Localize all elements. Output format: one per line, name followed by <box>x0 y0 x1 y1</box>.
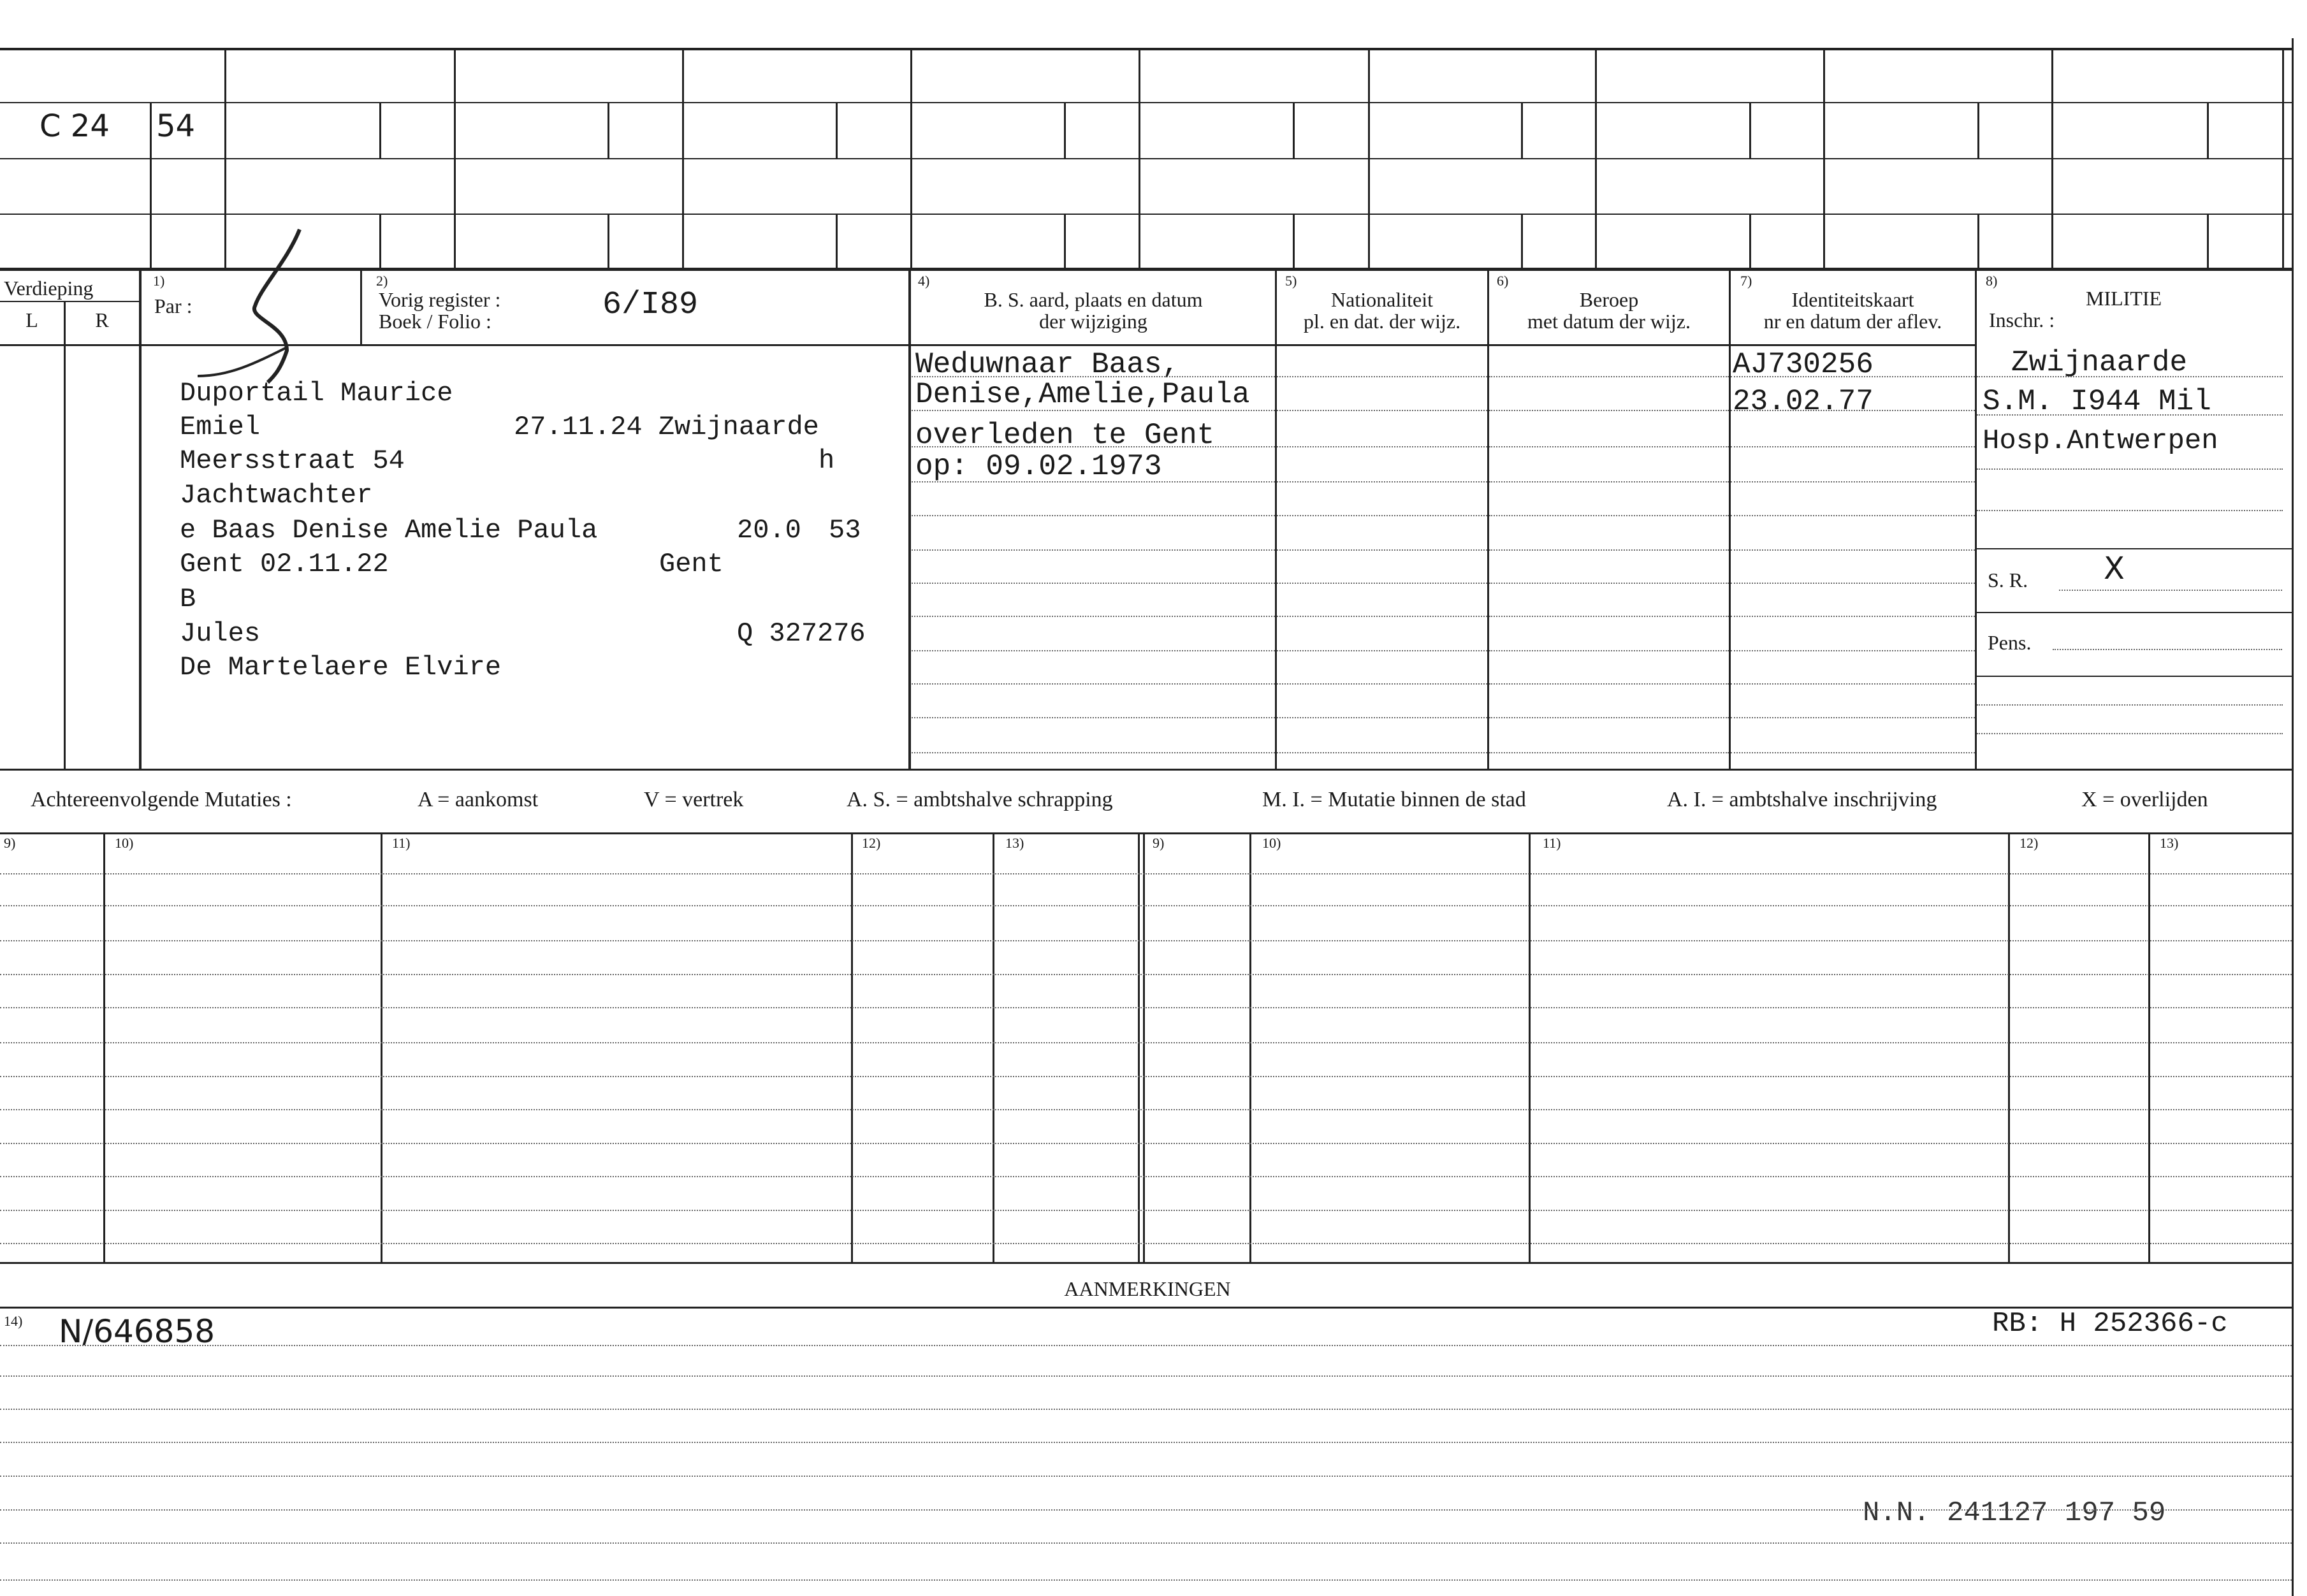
head-num-6: 6) <box>1497 273 1509 289</box>
militie-line-1: Zwijnaarde <box>2011 346 2188 379</box>
person-birth: 27.11.24 Zwijnaarde <box>514 412 819 442</box>
legend-overlijden: X = overlijden <box>2081 788 2208 811</box>
col-lr-split <box>64 301 66 769</box>
mut-num-12: 12) <box>862 835 881 851</box>
militie-line-3: Hosp.Antwerpen <box>1983 425 2218 457</box>
top-vline <box>1368 48 1370 268</box>
top-vline-minor <box>1064 214 1066 268</box>
par-label: Par : <box>154 294 193 317</box>
top-vline-minor <box>1064 102 1066 158</box>
mut-num-12b: 12) <box>2020 835 2039 851</box>
mut-num-11: 11) <box>392 835 411 851</box>
top-vline-minor <box>379 102 381 158</box>
top-vline-minor <box>1977 102 1979 158</box>
person-line-7: B <box>180 584 196 614</box>
top-vline <box>2051 48 2053 268</box>
mut-num-13: 13) <box>1005 835 1024 851</box>
mut-num-10: 10) <box>115 835 134 851</box>
head-num-1: 1) <box>153 273 165 289</box>
top-vline <box>1823 48 1825 268</box>
person-block-bottom <box>0 769 2292 771</box>
head-num-4: 4) <box>918 273 930 289</box>
mut-col-double <box>1143 832 1145 1263</box>
head-top-border <box>0 268 2292 271</box>
top-vline-minor <box>1749 102 1751 158</box>
head-divider-lr <box>0 301 140 302</box>
militie-header: MILITIE <box>2086 287 2162 310</box>
nat-header-1: Nationaliteit <box>1331 288 1433 311</box>
aanmerkingen-title: AANMERKINGEN <box>1064 1277 1231 1300</box>
verdieping-label: Verdieping <box>4 277 94 300</box>
aanmerkingen-num: 14) <box>4 1313 23 1329</box>
mut-num-10b: 10) <box>1262 835 1281 851</box>
col-par-right <box>360 269 362 345</box>
top-vline <box>682 48 684 268</box>
beroep-header-1: Beroep <box>1579 288 1639 311</box>
col-R-label: R <box>95 308 109 331</box>
wijziging-line-2: Denise,Amelie,Paula <box>915 378 1250 411</box>
person-h: h <box>819 446 835 476</box>
mut-num-11b: 11) <box>1543 835 1561 851</box>
person-profession: Jachtwachter <box>180 480 373 511</box>
person-code: Q 327276 <box>737 618 866 649</box>
identity-number: AJ730256 <box>1733 348 1874 381</box>
top-vline-minor <box>1749 214 1751 268</box>
id-header-2: nr en datum der aflev. <box>1763 310 1942 333</box>
top-vline <box>1595 48 1597 268</box>
mutaties-title: Achtereenvolgende Mutaties : <box>31 788 292 811</box>
col-register-right <box>908 269 911 769</box>
person-line-2-name: Emiel <box>180 412 261 442</box>
legend-schrapping: A. S. = ambtshalve schrapping <box>847 788 1113 811</box>
register-value: 6/I89 <box>602 287 699 323</box>
boek-folio-label: Boek / Folio : <box>379 310 491 333</box>
mut-col-double <box>1138 832 1140 1263</box>
code-prefix: C 24 <box>40 108 110 144</box>
mut-col <box>851 832 853 1263</box>
identity-date: 23.02.77 <box>1733 385 1874 418</box>
head-num-8: 8) <box>1986 273 1998 289</box>
bs-header-1: B. S. aard, plaats en datum <box>984 288 1203 311</box>
top-vline-minor <box>2207 214 2209 268</box>
top-vline-minor <box>2207 102 2209 158</box>
legend-vertrek: V = vertrek <box>644 788 744 811</box>
col-L-label: L <box>25 308 38 331</box>
mut-col <box>2148 832 2150 1263</box>
militie-divider <box>1975 548 2292 549</box>
mutaties-bottom <box>0 1262 2292 1264</box>
top-vline-minor <box>1293 214 1295 268</box>
militie-divider <box>1975 612 2292 613</box>
top-border <box>0 48 2292 50</box>
militie-line-2: S.M. I944 Mil <box>1983 385 2211 418</box>
militie-divider <box>1975 676 2292 677</box>
head-num-7: 7) <box>1740 273 1752 289</box>
mut-col <box>381 832 382 1263</box>
top-grid-line-1 <box>0 102 2292 103</box>
sr-value: X <box>2104 551 2125 586</box>
person-line-1: Duportail Maurice <box>180 378 453 409</box>
head-num-5: 5) <box>1285 273 1297 289</box>
top-vline-minor <box>836 102 838 158</box>
nat-header-2: pl. en dat. der wijz. <box>1303 310 1461 333</box>
head-num-2: 2) <box>376 273 388 289</box>
rb-number: RB: H 252366-c <box>1992 1308 2228 1340</box>
mut-col <box>993 832 994 1263</box>
aanmerkingen-top <box>0 1307 2292 1309</box>
legend-inschrijving: A. I. = ambtshalve inschrijving <box>1667 788 1937 811</box>
person-spouse: e Baas Denise Amelie Paula <box>180 515 598 546</box>
mut-num-13b: 13) <box>2160 835 2179 851</box>
id-header-1: Identiteitskaart <box>1791 288 1914 311</box>
person-street: Meersstraat 54 <box>180 446 405 476</box>
nn-number: N.N. 241127 197 59 <box>1863 1497 2166 1529</box>
wijziging-line-4: op: 09.02.1973 <box>915 450 1162 483</box>
sr-line <box>2059 590 2282 591</box>
person-marriage-date: 20.0 <box>737 515 801 546</box>
top-vline-minor <box>608 214 609 268</box>
top-grid-line-2 <box>0 158 2292 159</box>
mut-col <box>1529 832 1531 1263</box>
top-vline-minor <box>1977 214 1979 268</box>
top-vline <box>910 48 912 268</box>
aanmerkingen-value: N/646858 <box>59 1313 215 1350</box>
wijziging-line-3: overleden te Gent <box>915 419 1215 452</box>
beroep-header-2: met datum der wijz. <box>1527 310 1691 333</box>
top-vline-minor <box>379 214 381 268</box>
mut-num-9: 9) <box>4 835 16 851</box>
top-vline <box>1139 48 1140 268</box>
right-edge <box>2292 38 2294 1596</box>
person-spouse-birth: Gent 02.11.22 <box>180 549 389 579</box>
par-signature <box>191 223 319 389</box>
top-vline-minor <box>608 102 609 158</box>
wijziging-line-1: Weduwnaar Baas, <box>915 348 1180 381</box>
mut-col <box>103 832 105 1263</box>
person-mother: De Martelaere Elvire <box>180 652 502 683</box>
top-vline-minor <box>1521 102 1523 158</box>
mut-col <box>2008 832 2010 1263</box>
person-father: Jules <box>180 618 261 649</box>
legend-mutatie-stad: M. I. = Mutatie binnen de stad <box>1262 788 1526 811</box>
top-vline <box>2282 48 2284 268</box>
mut-col <box>1249 832 1251 1263</box>
col-verdieping-right <box>139 269 142 769</box>
top-vline-minor <box>1293 102 1295 158</box>
mutaties-top <box>0 832 2292 834</box>
pens-line <box>2053 649 2282 650</box>
top-vline-minor <box>836 214 838 268</box>
top-vline <box>454 48 456 268</box>
top-grid-line-3 <box>0 214 2292 215</box>
top-vline-minor <box>1521 214 1523 268</box>
pens-label: Pens. <box>1988 631 2032 654</box>
top-vline-minor <box>150 102 152 268</box>
sr-label: S. R. <box>1988 569 2028 591</box>
mut-num-9b: 9) <box>1153 835 1165 851</box>
inschr-label: Inschr. : <box>1989 308 2055 331</box>
vorig-register-label: Vorig register : <box>379 288 501 311</box>
person-marriage-year: 53 <box>829 515 861 546</box>
head-divider-right <box>1275 344 1975 346</box>
person-place: Gent <box>659 549 724 579</box>
bs-header-2: der wijziging <box>1039 310 1147 333</box>
code-number: 54 <box>156 108 196 144</box>
col-id-right <box>1975 269 1977 769</box>
legend-aankomst: A = aankomst <box>418 788 539 811</box>
